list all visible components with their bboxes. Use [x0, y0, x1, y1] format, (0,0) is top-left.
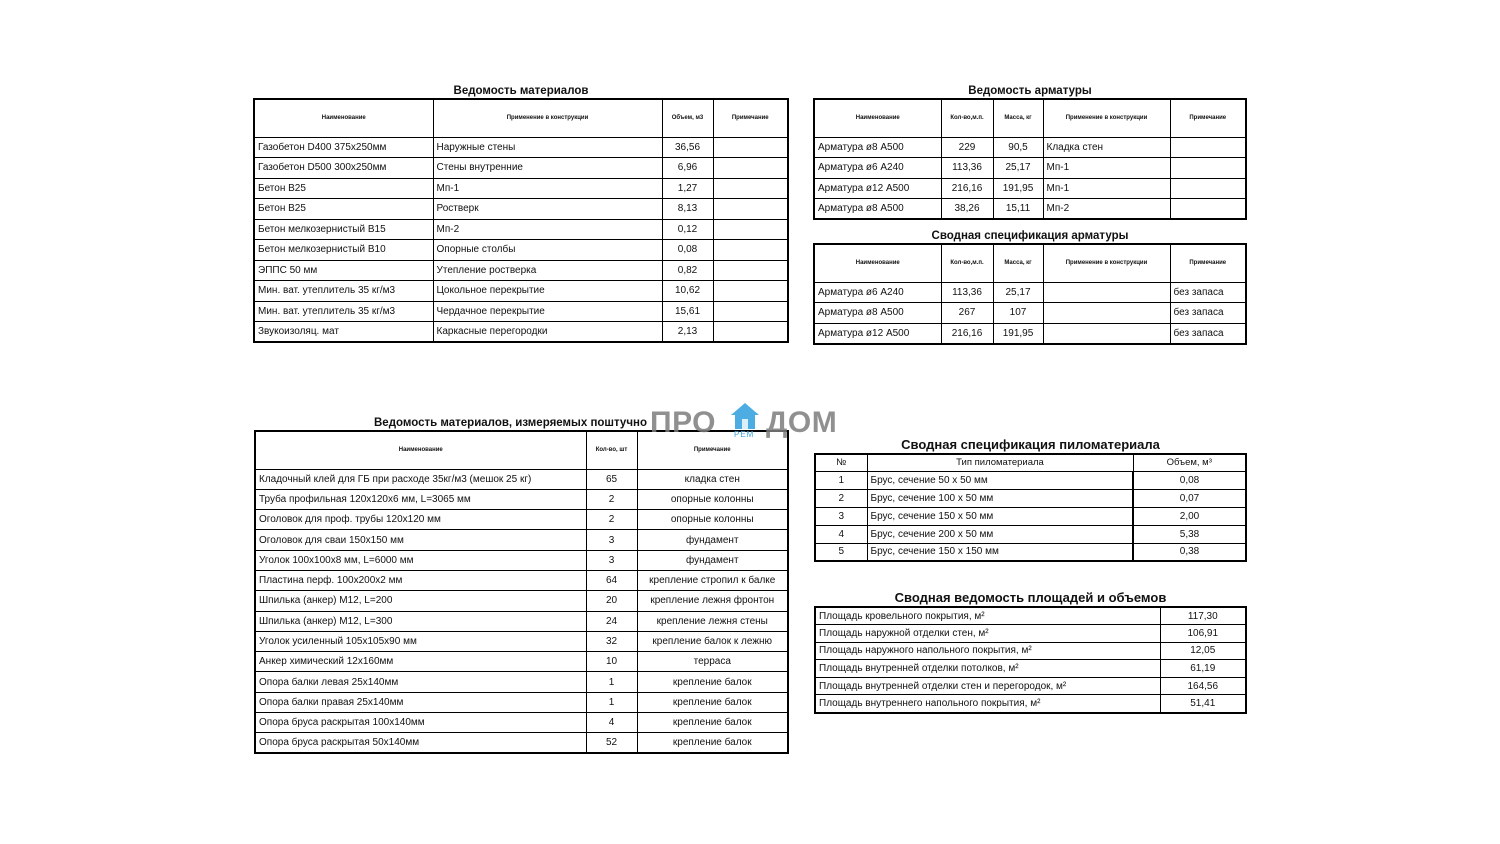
rebar-body — [814, 137, 1246, 219]
table-cell: Площадь наружной отделки стен, м² — [815, 625, 1160, 643]
table-cell: 61,19 — [1160, 660, 1246, 678]
piece-table — [254, 430, 789, 754]
table-cell — [1170, 178, 1246, 199]
table-row — [255, 692, 788, 712]
table-cell: Стены внутренние — [433, 158, 662, 179]
table-cell: 3 — [815, 507, 867, 525]
table-cell: 65 — [586, 469, 637, 489]
table-cell: 0,08 — [662, 240, 713, 261]
materials-header-row — [254, 99, 788, 137]
table-cell: Мп-1 — [433, 178, 662, 199]
table-cell: Бетон B25 — [254, 178, 433, 199]
table-cell: Брус, сечение 150 х 150 мм — [867, 543, 1133, 561]
table-cell: 1 — [586, 692, 637, 712]
rebar-col-mass: Масса, кг — [993, 99, 1043, 137]
piece-title-text: Ведомость материалов, измеряемых поштучно — [374, 417, 647, 429]
table-cell: Пластина перф. 100х200х2 мм — [255, 570, 586, 590]
table-cell: Бетон мелкозернистый B15 — [254, 219, 433, 240]
table-cell: 10 — [586, 652, 637, 672]
rebar-summary-table — [813, 243, 1247, 345]
piece-body — [255, 469, 788, 753]
table-cell: 15,61 — [662, 301, 713, 322]
table-row — [254, 281, 788, 302]
table-row — [255, 591, 788, 611]
table-cell: 52 — [586, 733, 637, 753]
rebar-col-name: Наименование — [814, 99, 941, 137]
table-cell: 1 — [586, 672, 637, 692]
table-cell: 8,13 — [662, 199, 713, 220]
table-row — [255, 489, 788, 509]
rebar-summary-col-note: Примечание — [1170, 244, 1246, 282]
table-cell — [713, 281, 788, 302]
table-row — [255, 469, 788, 489]
table-cell: 0,07 — [1133, 489, 1246, 507]
table-cell: Утепление ростверка — [433, 260, 662, 281]
table-row — [815, 525, 1246, 543]
table-cell: 5 — [815, 543, 867, 561]
table-cell — [1170, 158, 1246, 179]
table-cell: Брус, сечение 150 х 50 мм — [867, 507, 1133, 525]
table-cell: 2 — [815, 489, 867, 507]
lumber-col-num: № — [815, 454, 867, 471]
table-row — [814, 303, 1246, 324]
table-row — [814, 282, 1246, 303]
table-cell — [713, 240, 788, 261]
lumber-header-row — [815, 454, 1246, 471]
table-cell: Опора бруса раскрытая 50х140мм — [255, 733, 586, 753]
rebar-title: Ведомость арматуры — [968, 85, 1092, 97]
table-row — [815, 677, 1246, 695]
rebar-summary-header-row — [814, 244, 1246, 282]
table-cell: Оголовок для проф. трубы 120х120 мм — [255, 510, 586, 530]
table-cell: Площадь наружного напольного покрытия, м² — [815, 642, 1160, 660]
table-row — [815, 607, 1246, 625]
table-cell: 25,17 — [993, 282, 1043, 303]
table-row — [815, 543, 1246, 561]
table-row — [815, 695, 1246, 713]
table-cell: Бетон мелкозернистый B10 — [254, 240, 433, 261]
table-cell — [713, 219, 788, 240]
rebar-header-row — [814, 99, 1246, 137]
table-cell: 2 — [586, 489, 637, 509]
table-cell: 1 — [815, 471, 867, 489]
table-cell: Цокольное перекрытие — [433, 281, 662, 302]
rebar-summary-title: Сводная спецификация арматуры — [931, 230, 1129, 242]
table-cell: 51,41 — [1160, 695, 1246, 713]
table-cell: Газобетон D500 300х250мм — [254, 158, 433, 179]
materials-block — [253, 84, 789, 342]
table-cell: Площадь внутренней отделки стен и перегородок, м² — [815, 677, 1160, 695]
table-row — [255, 631, 788, 651]
piece-block — [254, 416, 789, 755]
table-row — [814, 137, 1246, 158]
piece-col-qty: Кол-во, шт — [586, 431, 637, 469]
materials-body — [254, 137, 788, 342]
table-cell: 2 — [586, 510, 637, 530]
rebar-summary-col-length: Кол-во,м.п. — [941, 244, 993, 282]
table-row — [254, 219, 788, 240]
table-cell: 2,13 — [662, 322, 713, 343]
table-cell: Опора бруса раскрытая 100х140мм — [255, 713, 586, 733]
table-cell: крепление балок — [637, 672, 788, 692]
table-cell: крепление балок — [637, 713, 788, 733]
house-icon — [730, 402, 760, 430]
table-cell: опорные колонны — [637, 510, 788, 530]
table-cell: Мин. ват. утеплитель 35 кг/м3 — [254, 281, 433, 302]
table-row — [254, 158, 788, 179]
table-cell: Мин. ват. утеплитель 35 кг/м3 — [254, 301, 433, 322]
table-cell: 117,30 — [1160, 607, 1246, 625]
table-cell: 24 — [586, 611, 637, 631]
table-cell: крепление балок — [637, 733, 788, 753]
materials-table — [253, 98, 789, 343]
table-cell: Кладка стен — [1043, 137, 1170, 158]
table-row — [255, 733, 788, 753]
table-cell: Уголок 100х100х8 мм, L=6000 мм — [255, 550, 586, 570]
table-cell: 229 — [941, 137, 993, 158]
table-cell: Мп-1 — [1043, 158, 1170, 179]
table-cell: 12,05 — [1160, 642, 1246, 660]
rebar-summary-body — [814, 282, 1246, 344]
table-cell: Арматура ø8 А500 — [814, 137, 941, 158]
table-cell — [713, 322, 788, 343]
table-cell: Звукоизоляц. мат — [254, 322, 433, 343]
table-row — [254, 322, 788, 343]
table-cell: Арматура ø12 А500 — [814, 178, 941, 199]
lumber-col-volume: Объем, м³ — [1133, 454, 1246, 471]
table-cell: 4 — [586, 713, 637, 733]
table-row — [254, 301, 788, 322]
table-row — [254, 178, 788, 199]
table-cell: Опора балки левая 25х140мм — [255, 672, 586, 692]
table-row — [814, 323, 1246, 344]
table-cell: Анкер химический 12х160мм — [255, 652, 586, 672]
piece-col-note: Примечание — [637, 431, 788, 469]
table-row — [255, 510, 788, 530]
table-row — [254, 137, 788, 158]
table-cell: кладка стен — [637, 469, 788, 489]
areas-table — [814, 606, 1247, 714]
table-cell: 6,96 — [662, 158, 713, 179]
table-cell: 25,17 — [993, 158, 1043, 179]
lumber-body — [815, 471, 1246, 561]
table-cell: 267 — [941, 303, 993, 324]
table-cell: опорные колонны — [637, 489, 788, 509]
table-cell: 10,62 — [662, 281, 713, 302]
table-cell: Труба профильная 120х120х6 мм, L=3065 мм — [255, 489, 586, 509]
table-cell: Арматура ø8 А500 — [814, 199, 941, 220]
rebar-summary-col-name: Наименование — [814, 244, 941, 282]
table-cell: 1,27 — [662, 178, 713, 199]
table-cell: Опора балки правая 25х140мм — [255, 692, 586, 712]
table-cell: 106,91 — [1160, 625, 1246, 643]
table-cell: Наружные стены — [433, 137, 662, 158]
table-cell — [713, 301, 788, 322]
table-row — [815, 625, 1246, 643]
table-cell: Газобетон D400 375х250мм — [254, 137, 433, 158]
table-cell: 164,56 — [1160, 677, 1246, 695]
table-cell: Кладочный клей для ГБ при расходе 35кг/м3 (мешок 25 кг) — [255, 469, 586, 489]
rebar-col-length: Кол-во,м.п. — [941, 99, 993, 137]
table-cell: фундамент — [637, 550, 788, 570]
table-cell: 216,16 — [941, 178, 993, 199]
materials-col-name: Наименование — [254, 99, 433, 137]
table-cell: крепление лежня фронтон — [637, 591, 788, 611]
table-row — [815, 507, 1246, 525]
table-row — [255, 611, 788, 631]
table-cell: Бетон B25 — [254, 199, 433, 220]
table-cell: 32 — [586, 631, 637, 651]
table-cell: Каркасные перегородки — [433, 322, 662, 343]
rebar-col-usage: Применение в конструкции — [1043, 99, 1170, 137]
table-cell: 0,82 — [662, 260, 713, 281]
table-cell: Оголовок для сваи 150х150 мм — [255, 530, 586, 550]
table-row — [255, 570, 788, 590]
table-cell: без запаса — [1170, 303, 1246, 324]
table-cell: Арматура ø8 А500 — [814, 303, 941, 324]
table-row — [255, 652, 788, 672]
table-cell — [713, 137, 788, 158]
areas-block — [814, 590, 1247, 715]
table-cell — [1170, 199, 1246, 220]
rebar-block — [813, 84, 1247, 220]
rebar-table — [813, 98, 1247, 220]
rebar-summary-col-usage: Применение в конструкции — [1043, 244, 1170, 282]
rebar-summary-block — [813, 229, 1247, 344]
table-row — [814, 199, 1246, 220]
table-row — [254, 260, 788, 281]
table-cell: Брус, сечение 50 х 50 мм — [867, 471, 1133, 489]
table-cell — [1043, 303, 1170, 324]
table-row — [815, 642, 1246, 660]
table-cell: Площадь внутреннего напольного покрытия, м² — [815, 695, 1160, 713]
table-cell: Мп-1 — [1043, 178, 1170, 199]
table-cell: 191,95 — [993, 323, 1043, 344]
materials-col-volume: Объем, м3 — [662, 99, 713, 137]
piece-col-name: Наименование — [255, 431, 586, 469]
table-cell: Чердачное перекрытие — [433, 301, 662, 322]
watermark-logo — [650, 400, 850, 444]
rebar-col-note: Примечание — [1170, 99, 1246, 137]
table-cell: Арматура ø6 А240 — [814, 158, 941, 179]
table-cell — [1043, 282, 1170, 303]
table-cell — [1043, 323, 1170, 344]
table-cell: Ростверк — [433, 199, 662, 220]
table-cell: 216,16 — [941, 323, 993, 344]
table-cell: крепление балок к лежню — [637, 631, 788, 651]
table-cell: 113,36 — [941, 158, 993, 179]
table-cell: 3 — [586, 550, 637, 570]
table-cell: 64 — [586, 570, 637, 590]
table-cell: Брус, сечение 200 х 50 мм — [867, 525, 1133, 543]
watermark-left-text: ПРО — [650, 406, 717, 439]
table-cell: Площадь кровельного покрытия, м² — [815, 607, 1160, 625]
table-cell — [1170, 137, 1246, 158]
watermark-sub-text: РЕМ — [734, 430, 755, 439]
table-cell: 0,12 — [662, 219, 713, 240]
table-cell: 90,5 — [993, 137, 1043, 158]
table-cell: Опорные столбы — [433, 240, 662, 261]
table-cell: 107 — [993, 303, 1043, 324]
table-row — [815, 660, 1246, 678]
table-cell: 2,00 — [1133, 507, 1246, 525]
table-cell: Брус, сечение 100 х 50 мм — [867, 489, 1133, 507]
table-cell: Шпилька (анкер) М12, L=300 — [255, 611, 586, 631]
materials-title: Ведомость материалов — [453, 85, 589, 97]
watermark-right-text: ДОМ — [766, 406, 838, 439]
lumber-block — [814, 437, 1247, 562]
table-cell: 20 — [586, 591, 637, 611]
table-row — [255, 672, 788, 692]
table-cell: крепление балок — [637, 692, 788, 712]
table-cell: 191,95 — [993, 178, 1043, 199]
table-cell — [713, 199, 788, 220]
table-cell: терраса — [637, 652, 788, 672]
table-cell: Шпилька (анкер) М12, L=200 — [255, 591, 586, 611]
table-cell: Мп-2 — [1043, 199, 1170, 220]
table-cell: 3 — [586, 530, 637, 550]
table-cell: 36,56 — [662, 137, 713, 158]
table-cell: 113,36 — [941, 282, 993, 303]
materials-col-usage: Применение в конструкции — [433, 99, 662, 137]
table-cell: 0,38 — [1133, 543, 1246, 561]
table-cell: без запаса — [1170, 323, 1246, 344]
table-cell — [713, 178, 788, 199]
table-cell: Арматура ø12 А500 — [814, 323, 941, 344]
lumber-table — [814, 453, 1247, 562]
table-cell — [713, 260, 788, 281]
table-cell: Площадь внутренней отделки потолков, м² — [815, 660, 1160, 678]
table-row — [814, 178, 1246, 199]
table-cell: фундамент — [637, 530, 788, 550]
table-cell: без запаса — [1170, 282, 1246, 303]
lumber-col-type: Тип пиломатериала — [867, 454, 1133, 471]
materials-col-note: Примечание — [713, 99, 788, 137]
table-row — [255, 713, 788, 733]
table-cell: крепление стропил к балке — [637, 570, 788, 590]
table-cell — [713, 158, 788, 179]
table-row — [255, 530, 788, 550]
table-cell: Мп-2 — [433, 219, 662, 240]
table-cell: ЭППС 50 мм — [254, 260, 433, 281]
table-row — [815, 471, 1246, 489]
table-row — [254, 240, 788, 261]
lumber-title: Сводная спецификация пиломатериала — [901, 437, 1160, 452]
table-cell: Арматура ø6 А240 — [814, 282, 941, 303]
table-row — [254, 199, 788, 220]
table-row — [255, 550, 788, 570]
table-row — [814, 158, 1246, 179]
table-cell: Уголок усиленный 105х105х90 мм — [255, 631, 586, 651]
table-cell: 15,11 — [993, 199, 1043, 220]
table-cell: 5,38 — [1133, 525, 1246, 543]
table-cell: 0,08 — [1133, 471, 1246, 489]
table-cell: 38,26 — [941, 199, 993, 220]
table-cell: 4 — [815, 525, 867, 543]
table-row — [815, 489, 1246, 507]
areas-body — [815, 607, 1246, 713]
areas-title: Сводная ведомость площадей и объемов — [894, 590, 1167, 605]
rebar-summary-col-mass: Масса, кг — [993, 244, 1043, 282]
table-cell: крепление лежня стены — [637, 611, 788, 631]
